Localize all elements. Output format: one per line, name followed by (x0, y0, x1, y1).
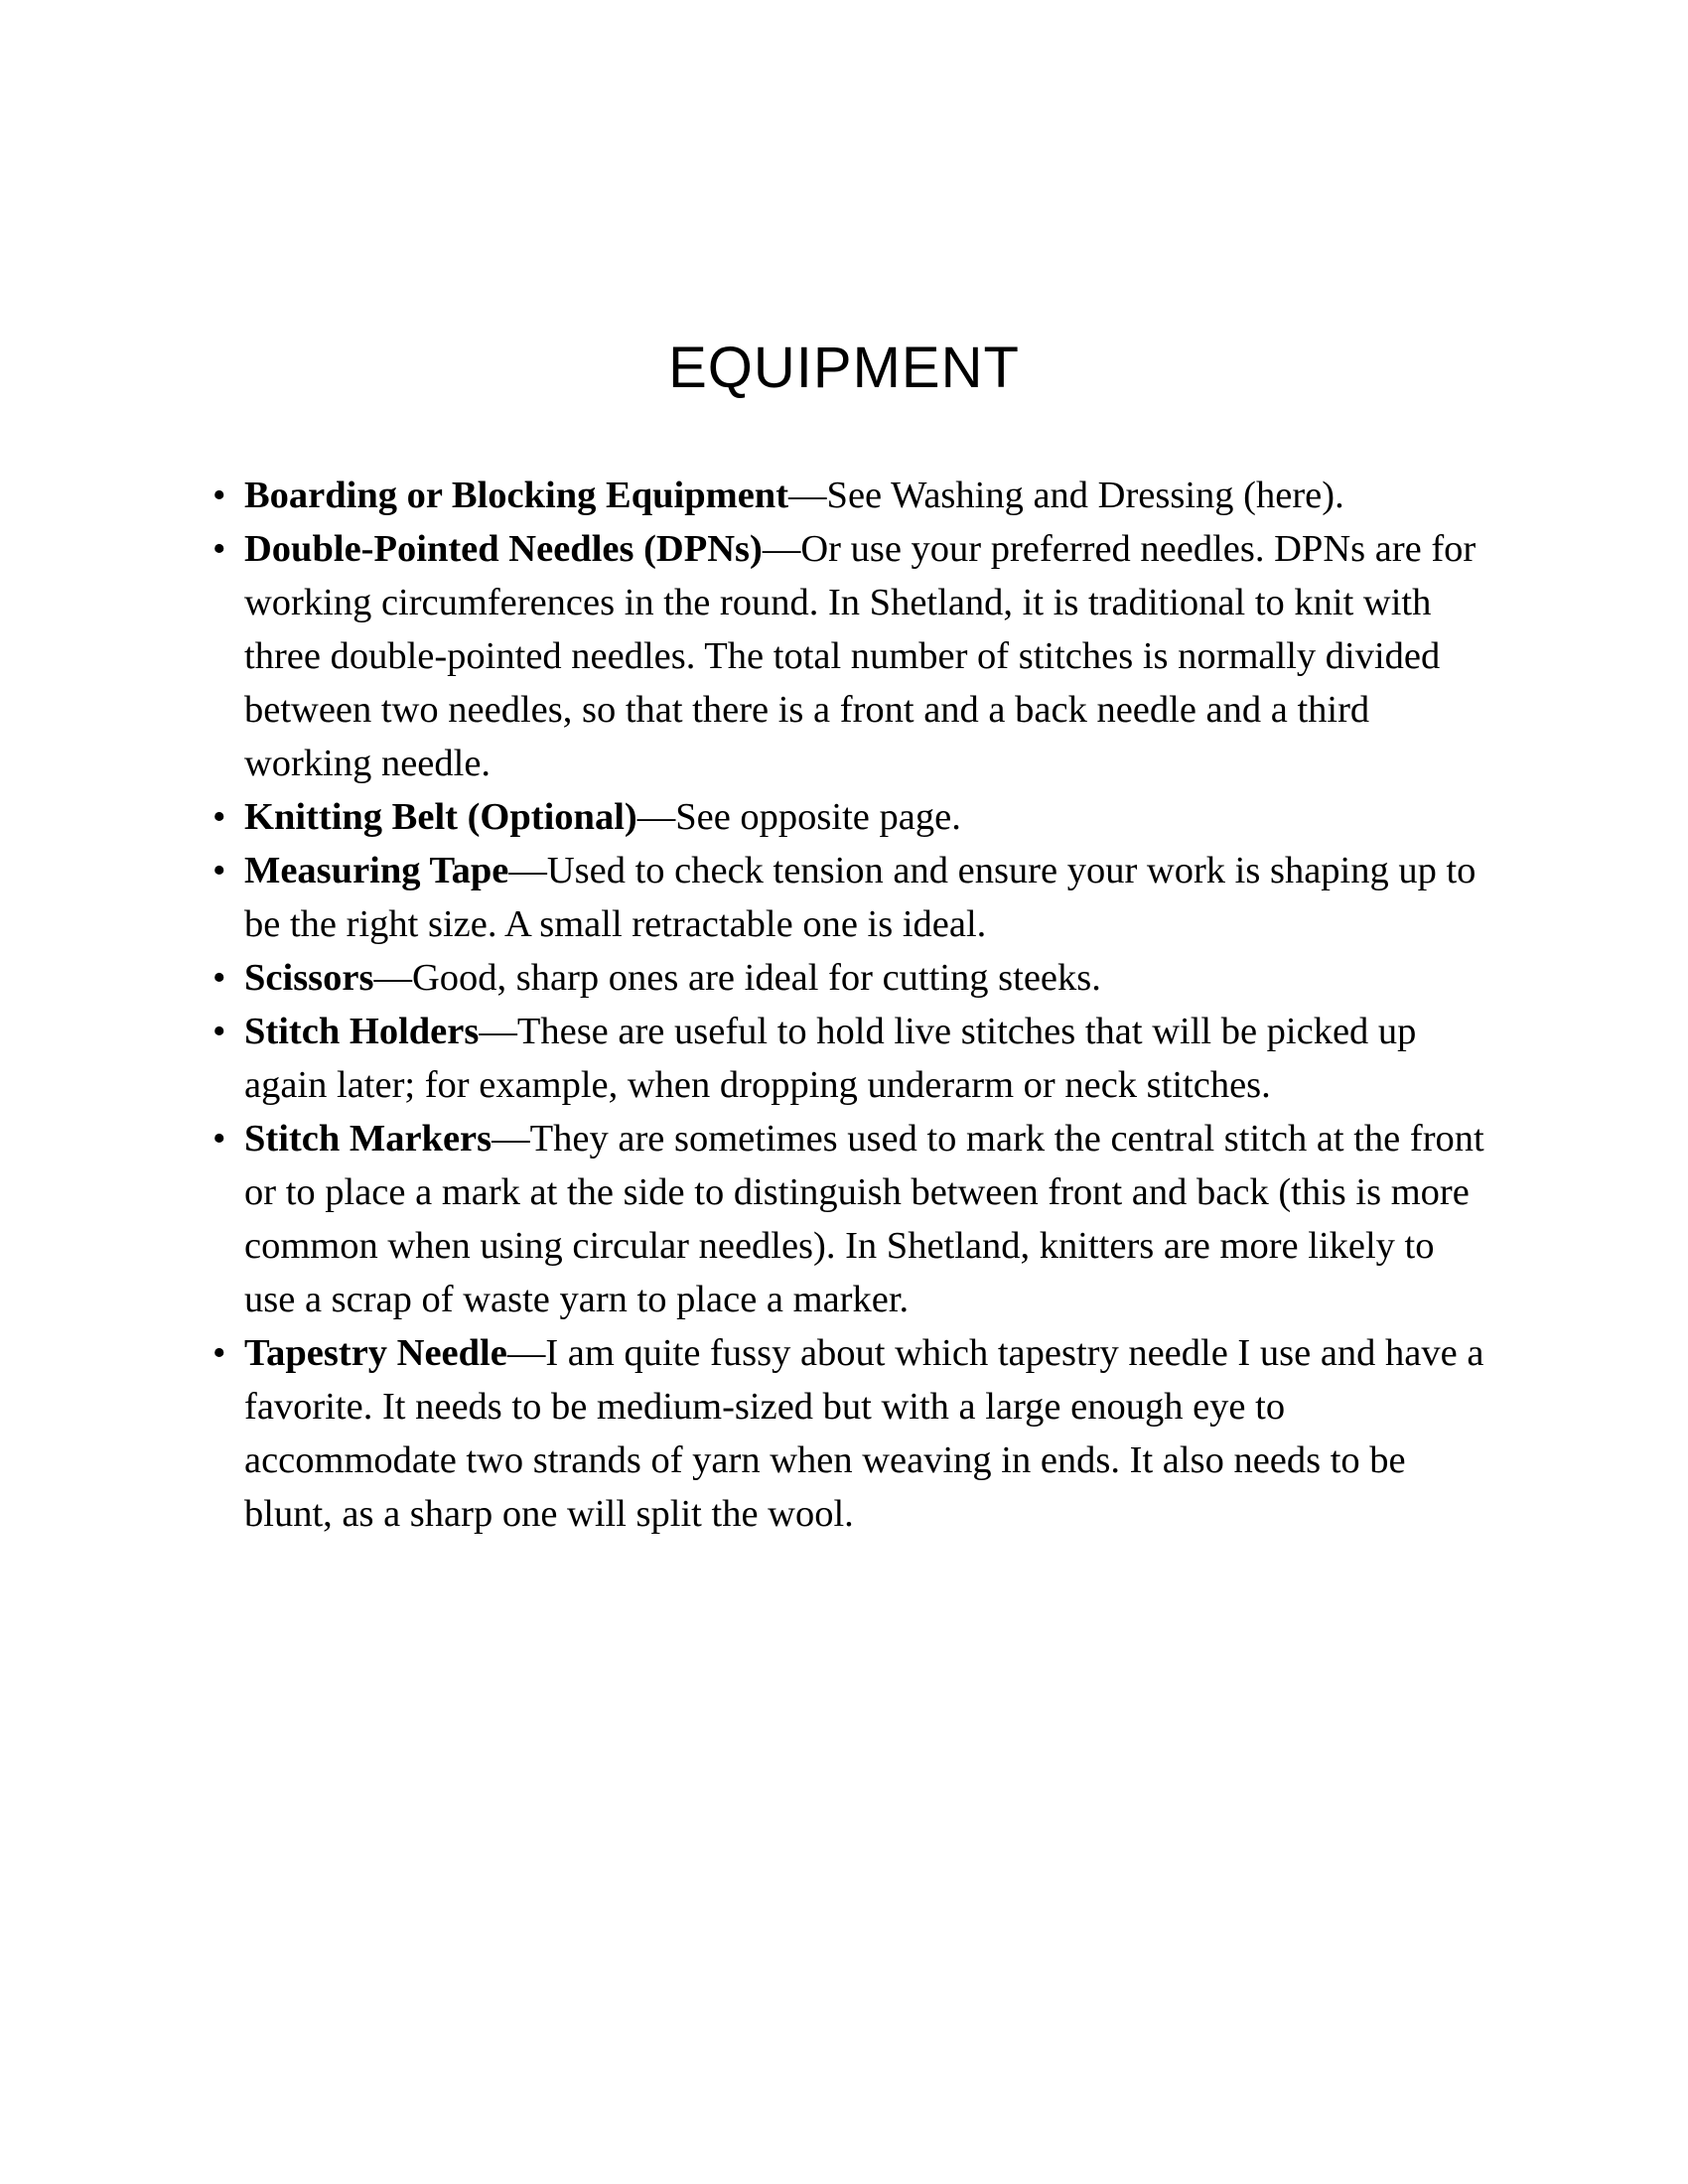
list-item-tapestry-needle (212, 1326, 1485, 1541)
item-name: Stitch Holders (244, 1011, 480, 1052)
item-description: —Or use your preferred needles. DPNs are for working circumferences in the round. In Shetland, it is traditional to knit with three double-pointed needles. The total number of stitches is normally divided between two needles, so that there is a front and a back needle and a third working needle. (244, 528, 1477, 784)
list-item-measuring-tape (212, 844, 1485, 951)
item-description: —Good, sharp ones are ideal for cutting steeks. (373, 957, 1101, 999)
item-description: —Used to check tension and ensure your work is shaping up to be the right size. A small retractable one is ideal. (244, 850, 1477, 945)
equipment-list (212, 469, 1485, 1541)
bullet-icon: • (212, 957, 226, 999)
list-item-stitch-markers (212, 1112, 1485, 1326)
bullet-icon: • (212, 528, 226, 570)
bullet-icon: • (212, 1332, 226, 1374)
list-item-scissors (212, 951, 1485, 1005)
item-description: —They are sometimes used to mark the central stitch at the front or to place a mark at the side to distinguish between front and back (this is more common when using circular needles). In Shetland, knitters are more likely to use a scrap of waste yarn to place a marker. (244, 1118, 1484, 1320)
list-item-stitch-holders (212, 1005, 1485, 1112)
item-name: Knitting Belt (Optional) (244, 796, 637, 838)
item-description: —These are useful to hold live stitches that will be picked up again later; for example, when dropping underarm or neck stitches. (244, 1011, 1417, 1106)
bullet-icon: • (212, 1011, 226, 1052)
item-name: Stitch Markers (244, 1118, 492, 1160)
item-name: Measuring Tape (244, 850, 509, 891)
item-name: Boarding or Blocking Equipment (244, 475, 789, 516)
item-description: —See opposite page. (636, 796, 961, 838)
item-description: —I am quite fussy about which tapestry needle I use and have a favorite. It needs to be medium-sized but with a large enough eye to accommodate two strands of yarn when weaving in ends. It also needs to be blunt, as a sharp one will split the wool. (244, 1332, 1484, 1535)
item-name: Double-Pointed Needles (DPNs) (244, 528, 763, 570)
page-title: EQUIPMENT (668, 336, 1020, 400)
list-item-knitting-belt (212, 790, 1485, 844)
list-item-boarding-blocking (212, 469, 1485, 522)
item-name: Scissors (244, 957, 374, 999)
bullet-icon: • (212, 796, 226, 838)
bullet-icon: • (212, 850, 226, 891)
bullet-icon: • (212, 1118, 226, 1160)
list-item-double-pointed-needles (212, 522, 1485, 790)
item-name: Tapestry Needle (244, 1332, 507, 1374)
bullet-icon: • (212, 475, 226, 516)
item-description: —See Washing and Dressing (here). (788, 475, 1344, 516)
